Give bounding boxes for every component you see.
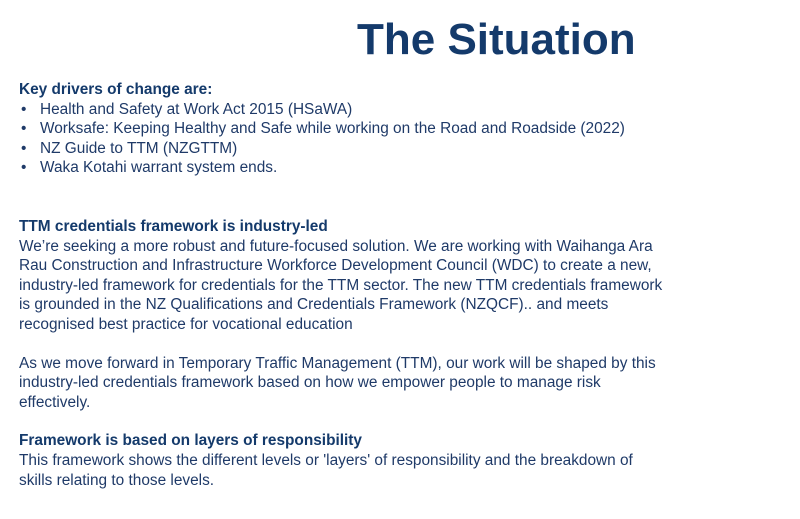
layers-paragraph — [19, 451, 784, 490]
list-item: • Health and Safety at Work Act 2015 (HSaWA) — [19, 100, 784, 120]
text-line: effectively. — [19, 393, 91, 411]
text-line: industry-led credentials framework based on how we empower people to manage risk — [19, 374, 601, 392]
list-item: • NZ Guide to TTM (NZGTTM) — [19, 139, 784, 159]
text-line: This framework shows the different levels or 'layers' of responsibility and the breakdown of — [19, 451, 633, 469]
slide-title: The Situation — [357, 15, 636, 64]
text-line: We’re seeking a more robust and future-focused solution. We are working with Waihanga Ara — [19, 237, 653, 255]
text-line: is grounded in the NZ Qualifications and Credentials Framework (NZQCF).. and meets — [19, 296, 609, 314]
text-line: recognised best practice for vocational education — [19, 315, 353, 333]
spacer — [19, 178, 784, 217]
list-item: • Waka Kotahi warrant system ends. — [19, 158, 784, 178]
text-line: As we move forward in Temporary Traffic Management (TTM), our work will be shaped by this — [19, 354, 656, 372]
text-line: skills relating to those levels. — [19, 471, 215, 489]
drivers-list — [19, 100, 784, 178]
framework-paragraph — [19, 237, 784, 335]
drivers-heading: Key drivers of change are: — [19, 81, 213, 98]
framework-heading: TTM credentials framework is industry-led — [19, 217, 328, 235]
spacer — [19, 335, 784, 354]
text-line: industry-led framework for credentials for the TTM sector. The new TTM credentials framework — [19, 276, 663, 294]
spacer — [19, 412, 784, 431]
ttm-paragraph — [19, 354, 784, 413]
list-item: • Worksafe: Keeping Healthy and Safe while working on the Road and Roadside (2022) — [19, 119, 784, 139]
text-line: Rau Construction and Infrastructure Workforce Development Council (WDC) to create a new, — [19, 257, 652, 275]
layers-heading: Framework is based on layers of responsibility — [19, 432, 362, 450]
slide-content — [19, 80, 784, 490]
